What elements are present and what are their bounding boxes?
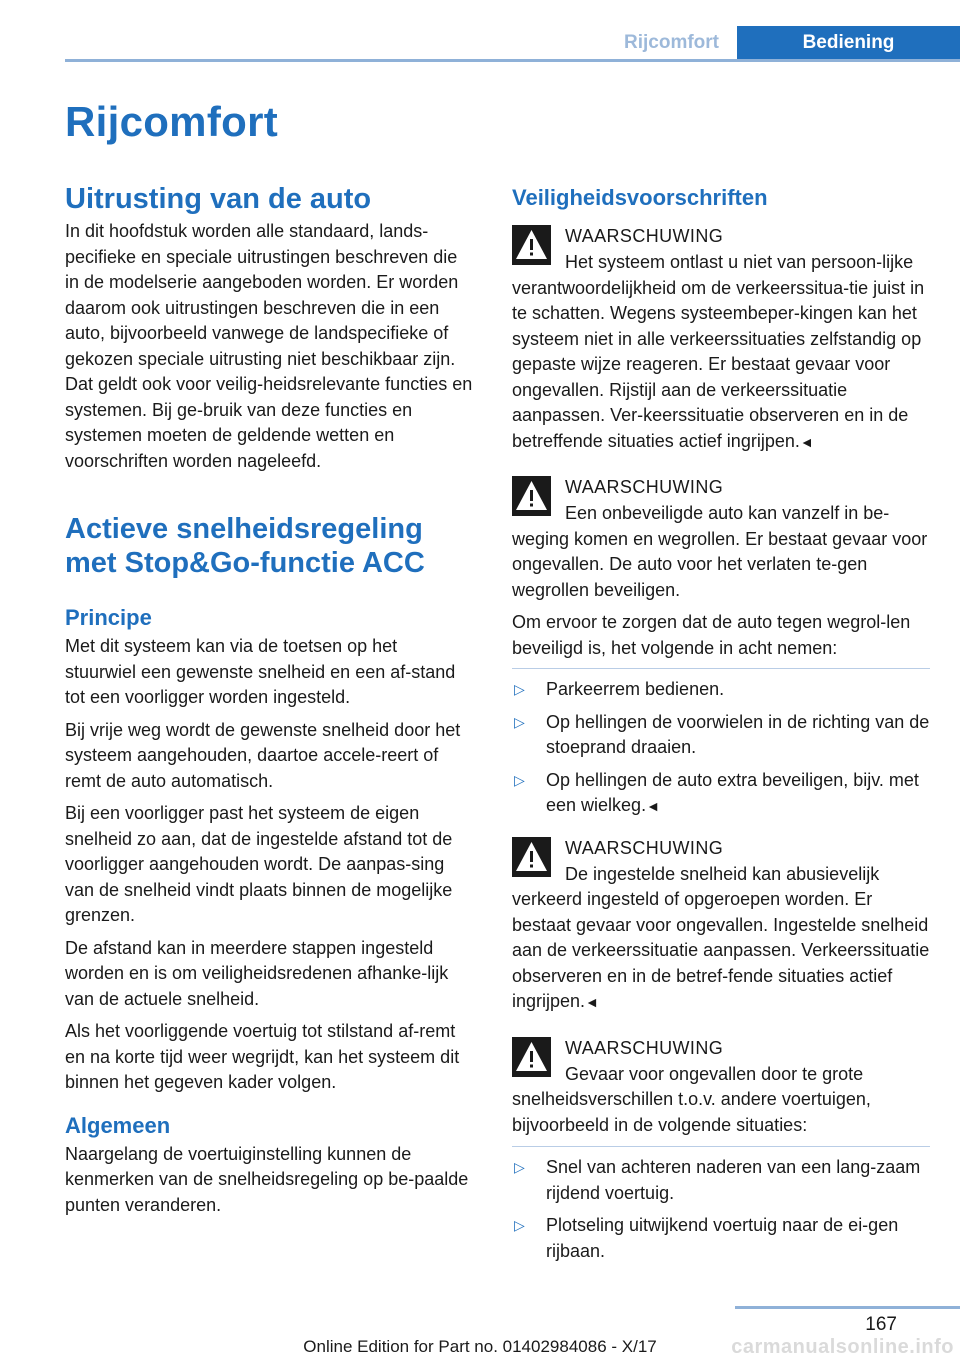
- header-tab-chapter: Rijcomfort: [624, 32, 719, 53]
- end-mark: ◄: [646, 798, 660, 814]
- page-number: 167: [865, 1314, 897, 1335]
- list-divider: [512, 668, 930, 669]
- edition-note: Online Edition for Part no. 01402984086 - X/17: [303, 1337, 657, 1356]
- warning-text-2: Een onbeveiligde auto kan vanzelf in be-weging komen en wegrollen. Er bestaat gevaar voor ongevallen. De auto voor het verlaten te-gen wegrollen beveiligen.: [512, 503, 928, 600]
- paragraph-general: Naargelang de voertuiginstelling kunnen de kenmerken van de snelheidsregeling op be-paalde punten veranderen.: [65, 1143, 469, 1215]
- warning-label: WAARSCHUWING: [565, 477, 724, 497]
- paragraph-principle-3: Bij een voorligger past het systeem de eigen snelheid zo aan, dat de ingestelde afstand tot de voorligger aangehouden wordt. De aanpas-sing van de snelheid vindt plaats binnen de mogelijke grenzen.: [65, 803, 453, 925]
- paragraph-equipment: In dit hoofdstuk worden alle standaard, lands-pecifieke en speciale uitrustingen beschreven die in de modelserie aangeboden worden. Er worden daarom ook uitrustingen beschreven die in een auto, bijvoorbeeld vanwege de landspecifieke of gekozen speciale uitrusting niet beschikbaar zijn. Dat geldt ook voor veilig-heidsrelevante functies en systemen. Bij ge-bruik van deze functies en systemen moeten de geldende wetten en voorschriften worden nageleefd.: [65, 221, 473, 471]
- heading-safety: Veiligheidsvoorschriften: [512, 185, 768, 210]
- list-divider: [512, 1146, 930, 1147]
- heading-equipment: Uitrusting van de auto: [65, 183, 372, 215]
- list-item: ▷ Op hellingen de voorwielen in de richting van de stoeprand draaien.: [514, 711, 930, 757]
- warning-text-4: Gevaar voor ongevallen door te grote snelheidsverschillen t.o.v. andere voertuigen, bijvoorbeeld in de volgende situaties:: [512, 1063, 871, 1135]
- footer-rule: [735, 1306, 960, 1309]
- list-item: ▷ Parkeerrem bedienen.: [512, 677, 930, 703]
- triangle-right-icon: ▷: [514, 1159, 525, 1175]
- list-item: ▷ Plotseling uitwijkend voertuig naar de ei-gen rijbaan.: [514, 1215, 899, 1261]
- warning-text-1: Het systeem ontlast u niet van persoon-lijke verantwoordelijkheid om de verkeerssitua-tie juist in te schatten. Wegens systeembeper-kingen kan het systeem niet in alle verkeerssituaties zelfstandig op gepaste wijze reageren. Er bestaat gevaar voor ongevallen. Rijstijl aan de verkeerssituatie aanpassen. Ver-keerssituatie observeren en in de betreffende situaties actief ingrijpen.: [512, 252, 925, 451]
- triangle-right-icon: ▷: [514, 681, 525, 697]
- end-mark: ◄: [799, 433, 814, 450]
- end-mark: ◄: [585, 994, 599, 1010]
- list-roll: [512, 677, 930, 820]
- warning-label: WAARSCHUWING: [565, 837, 724, 858]
- heading-principle: Principe: [65, 605, 152, 630]
- paragraph-principle-4: De afstand kan in meerdere stappen ingesteld worden en is om veiligheidsredenen afhanke-lijk van de actuele snelheid.: [65, 937, 449, 1009]
- list-speed: [512, 1155, 930, 1264]
- list-item: ▷ Snel van achteren naderen van een lang-zaam rijdend voertuig.: [514, 1157, 921, 1203]
- right-column: [512, 182, 930, 1271]
- triangle-right-icon: ▷: [514, 1217, 525, 1233]
- warning-block-4: [512, 1034, 930, 1139]
- watermark: carmanualsonline.info: [731, 1336, 954, 1358]
- left-column: [65, 182, 473, 1225]
- paragraph-principle-2: Bij vrije weg wordt de gewenste snelheid door het systeem aangehouden, daartoe accele-reert of remt de auto automatisch.: [65, 719, 461, 791]
- warning-triangle-icon: [512, 1037, 551, 1077]
- heading-acc: Actieve snelheidsregeling met Stop&Go-functie ACC: [65, 513, 425, 579]
- triangle-right-icon: ▷: [514, 713, 525, 730]
- header-rule: [65, 59, 960, 62]
- paragraph-roll: Om ervoor te zorgen dat de auto tegen wegrol-len beveiligd is, het volgende in acht nemen:: [512, 612, 911, 658]
- warning-block-3: [512, 834, 930, 1016]
- page-title: Rijcomfort: [65, 98, 278, 145]
- warning-triangle-icon: [512, 476, 551, 516]
- warning-triangle-icon: [512, 225, 551, 265]
- list-item: ▷ Op hellingen de auto extra beveiligen, bijv. met een wielkeg.◄: [514, 769, 919, 815]
- paragraph-principle-5: Als het voorliggende voertuig tot stilstand af-remt en na korte tijd weer wegrijdt, kan het systeem dit binnen het gegeven kader volgen.: [65, 1021, 460, 1092]
- warning-text-3: De ingestelde snelheid kan abusievelijk verkeerd ingesteld of opgeroepen worden. Er bestaat gevaar voor ongevallen. Ingestelde snelheid aan de verkeerssituatie aanpassen. Verkeerssituatie observeren en in de betref-fende situaties actief ingrijpen.: [512, 863, 930, 1011]
- warning-label: WAARSCHUWING: [565, 1037, 724, 1058]
- triangle-right-icon: ▷: [514, 771, 525, 788]
- paragraph-principle-1: Met dit systeem kan via de toetsen op het stuurwiel een gewenste snelheid en een af-stand tot een voorligger worden ingesteld.: [65, 636, 456, 707]
- warning-label: WAARSCHUWING: [565, 226, 724, 246]
- page-header: [65, 26, 960, 62]
- heading-general: Algemeen: [65, 1112, 171, 1138]
- warning-block-2: [512, 473, 930, 603]
- header-tab-section: Bediening: [737, 26, 960, 62]
- warning-block-1: [512, 222, 930, 455]
- warning-triangle-icon: [512, 837, 551, 877]
